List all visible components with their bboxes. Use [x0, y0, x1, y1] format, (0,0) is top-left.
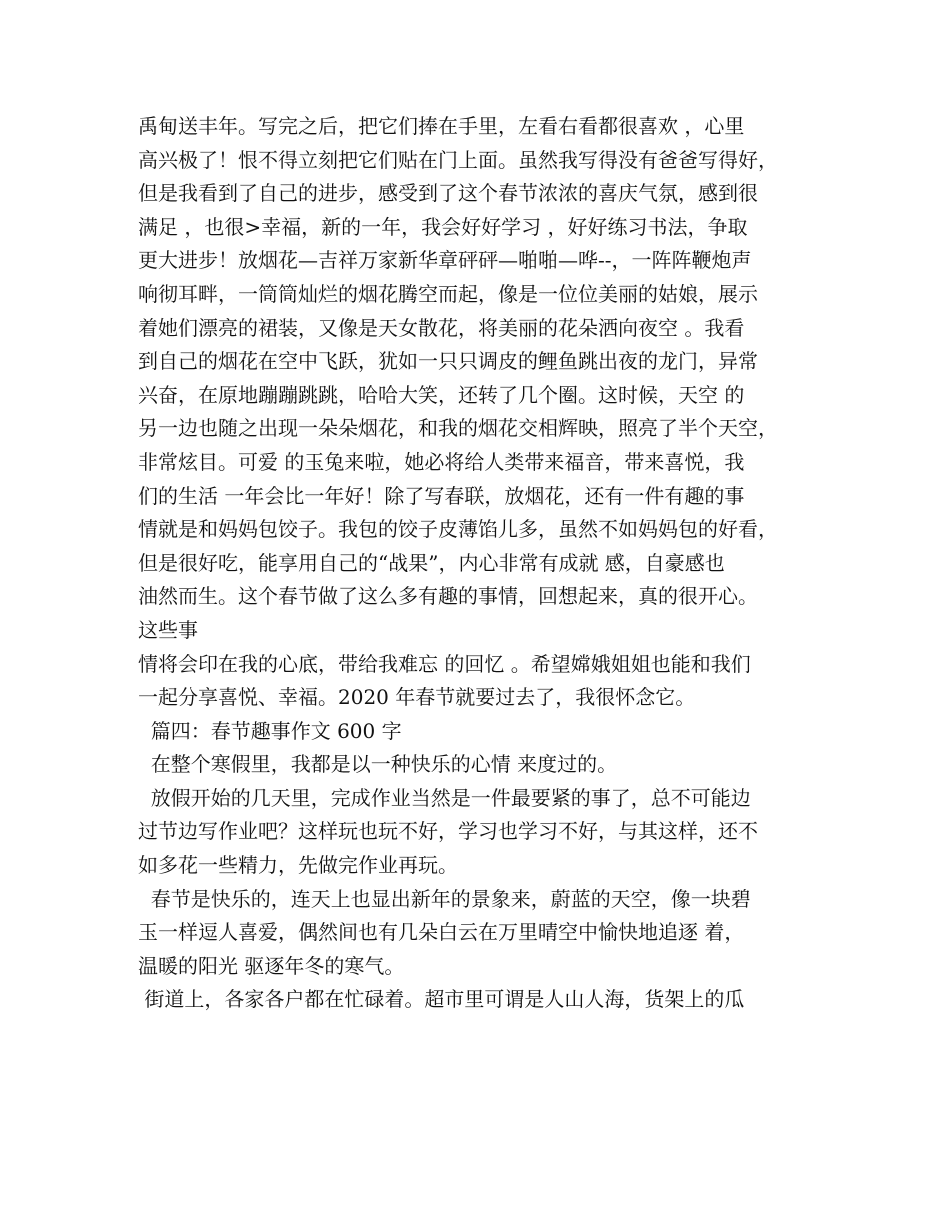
- text-line: 高兴极了！恨不得立刻把它们贴在门上面。虽然我写得没有爸爸写得好，: [138, 147, 778, 172]
- text-line: 更大进步！放烟花—吉祥万家新华章砰砰—啪啪—哗--，一阵阵鞭炮声: [138, 248, 752, 273]
- text-line: 非常炫目。可爱 的玉兔来啦，她必将给人类带来福音，带来喜悦，我: [138, 449, 745, 474]
- text-line: 过节边写作业吧？这样玩也玩不好，学习也学习不好，与其这样，还不: [138, 819, 758, 844]
- text-line: 油然而生。这个春节做了这么多有趣的事情，回想起来，真的很开心。: [138, 584, 758, 609]
- text-line: 这些事: [138, 617, 198, 642]
- text-line: 玉一样逗人喜爱，偶然间也有几朵白云在万里晴空中愉快地追逐 着，: [138, 920, 745, 945]
- text-line: 到自己的烟花在空中飞跃，犹如一只只调皮的鲤鱼跳出夜的龙门，异常: [138, 349, 758, 374]
- section-heading: 篇四：春节趣事作文 600 字: [138, 718, 402, 743]
- text-line: 响彻耳畔，一筒筒灿烂的烟花腾空而起，像是一位位美丽的姑娘，展示: [138, 281, 758, 306]
- text-line: 放假开始的几天里，完成作业当然是一件最要紧的事了，总不可能边: [138, 785, 751, 810]
- text-line: 但是我看到了自己的进步，感受到了这个春节浓浓的喜庆气氛，感到很: [138, 181, 758, 206]
- text-line: 另一边也随之出现一朵朵烟花，和我的烟花交相辉映，照亮了半个天空，: [138, 416, 778, 441]
- text-line: 如多花一些精力，先做完作业再玩。: [138, 853, 458, 878]
- text-line: 情就是和妈妈包饺子。我包的饺子皮薄馅儿多，虽然不如妈妈包的好看，: [138, 517, 778, 542]
- text-line: 春节是快乐的，连天上也显出新年的景象来，蔚蓝的天空，像一块碧: [138, 886, 751, 911]
- text-line: 满足 ，也很>幸福，新的一年，我会好好学习 ，好好练习书法，争取: [138, 214, 748, 239]
- text-line: 但是很好吃，能享用自己的“战果”，内心非常有成就 感，自豪感也: [138, 550, 725, 575]
- text-line: 温暖的阳光 驱逐年冬的寒气。: [138, 953, 405, 978]
- text-line: 一起分享喜悦、幸福。2020 年春节就要过去了，我很怀念它。: [138, 685, 696, 710]
- text-line: 着她们漂亮的裙装，又像是天女散花，将美丽的花朵洒向夜空 。我看: [138, 315, 745, 340]
- text-line: 情将会印在我的心底，带给我难忘 的回忆 。希望嫦娥姐姐也能和我们: [138, 651, 751, 676]
- text-line: 在整个寒假里，我都是以一种快乐的心情 来度过的。: [138, 752, 618, 777]
- document-body-text: [138, 110, 828, 1017]
- text-line: 禹甸送丰年。写完之后，把它们捧在手里，左看右看都很喜欢 ，心里: [138, 114, 745, 138]
- text-line: 们的生活 一年会比一年好！除了写春联，放烟花，还有一件有趣的事: [138, 483, 745, 508]
- text-line: 兴奋，在原地蹦蹦跳跳，哈哈大笑，还转了几个圈。这时候，天空 的: [138, 382, 745, 407]
- text-line: 街道上，各家各户都在忙碌着。超市里可谓是人山人海，货架上的瓜: [138, 987, 745, 1012]
